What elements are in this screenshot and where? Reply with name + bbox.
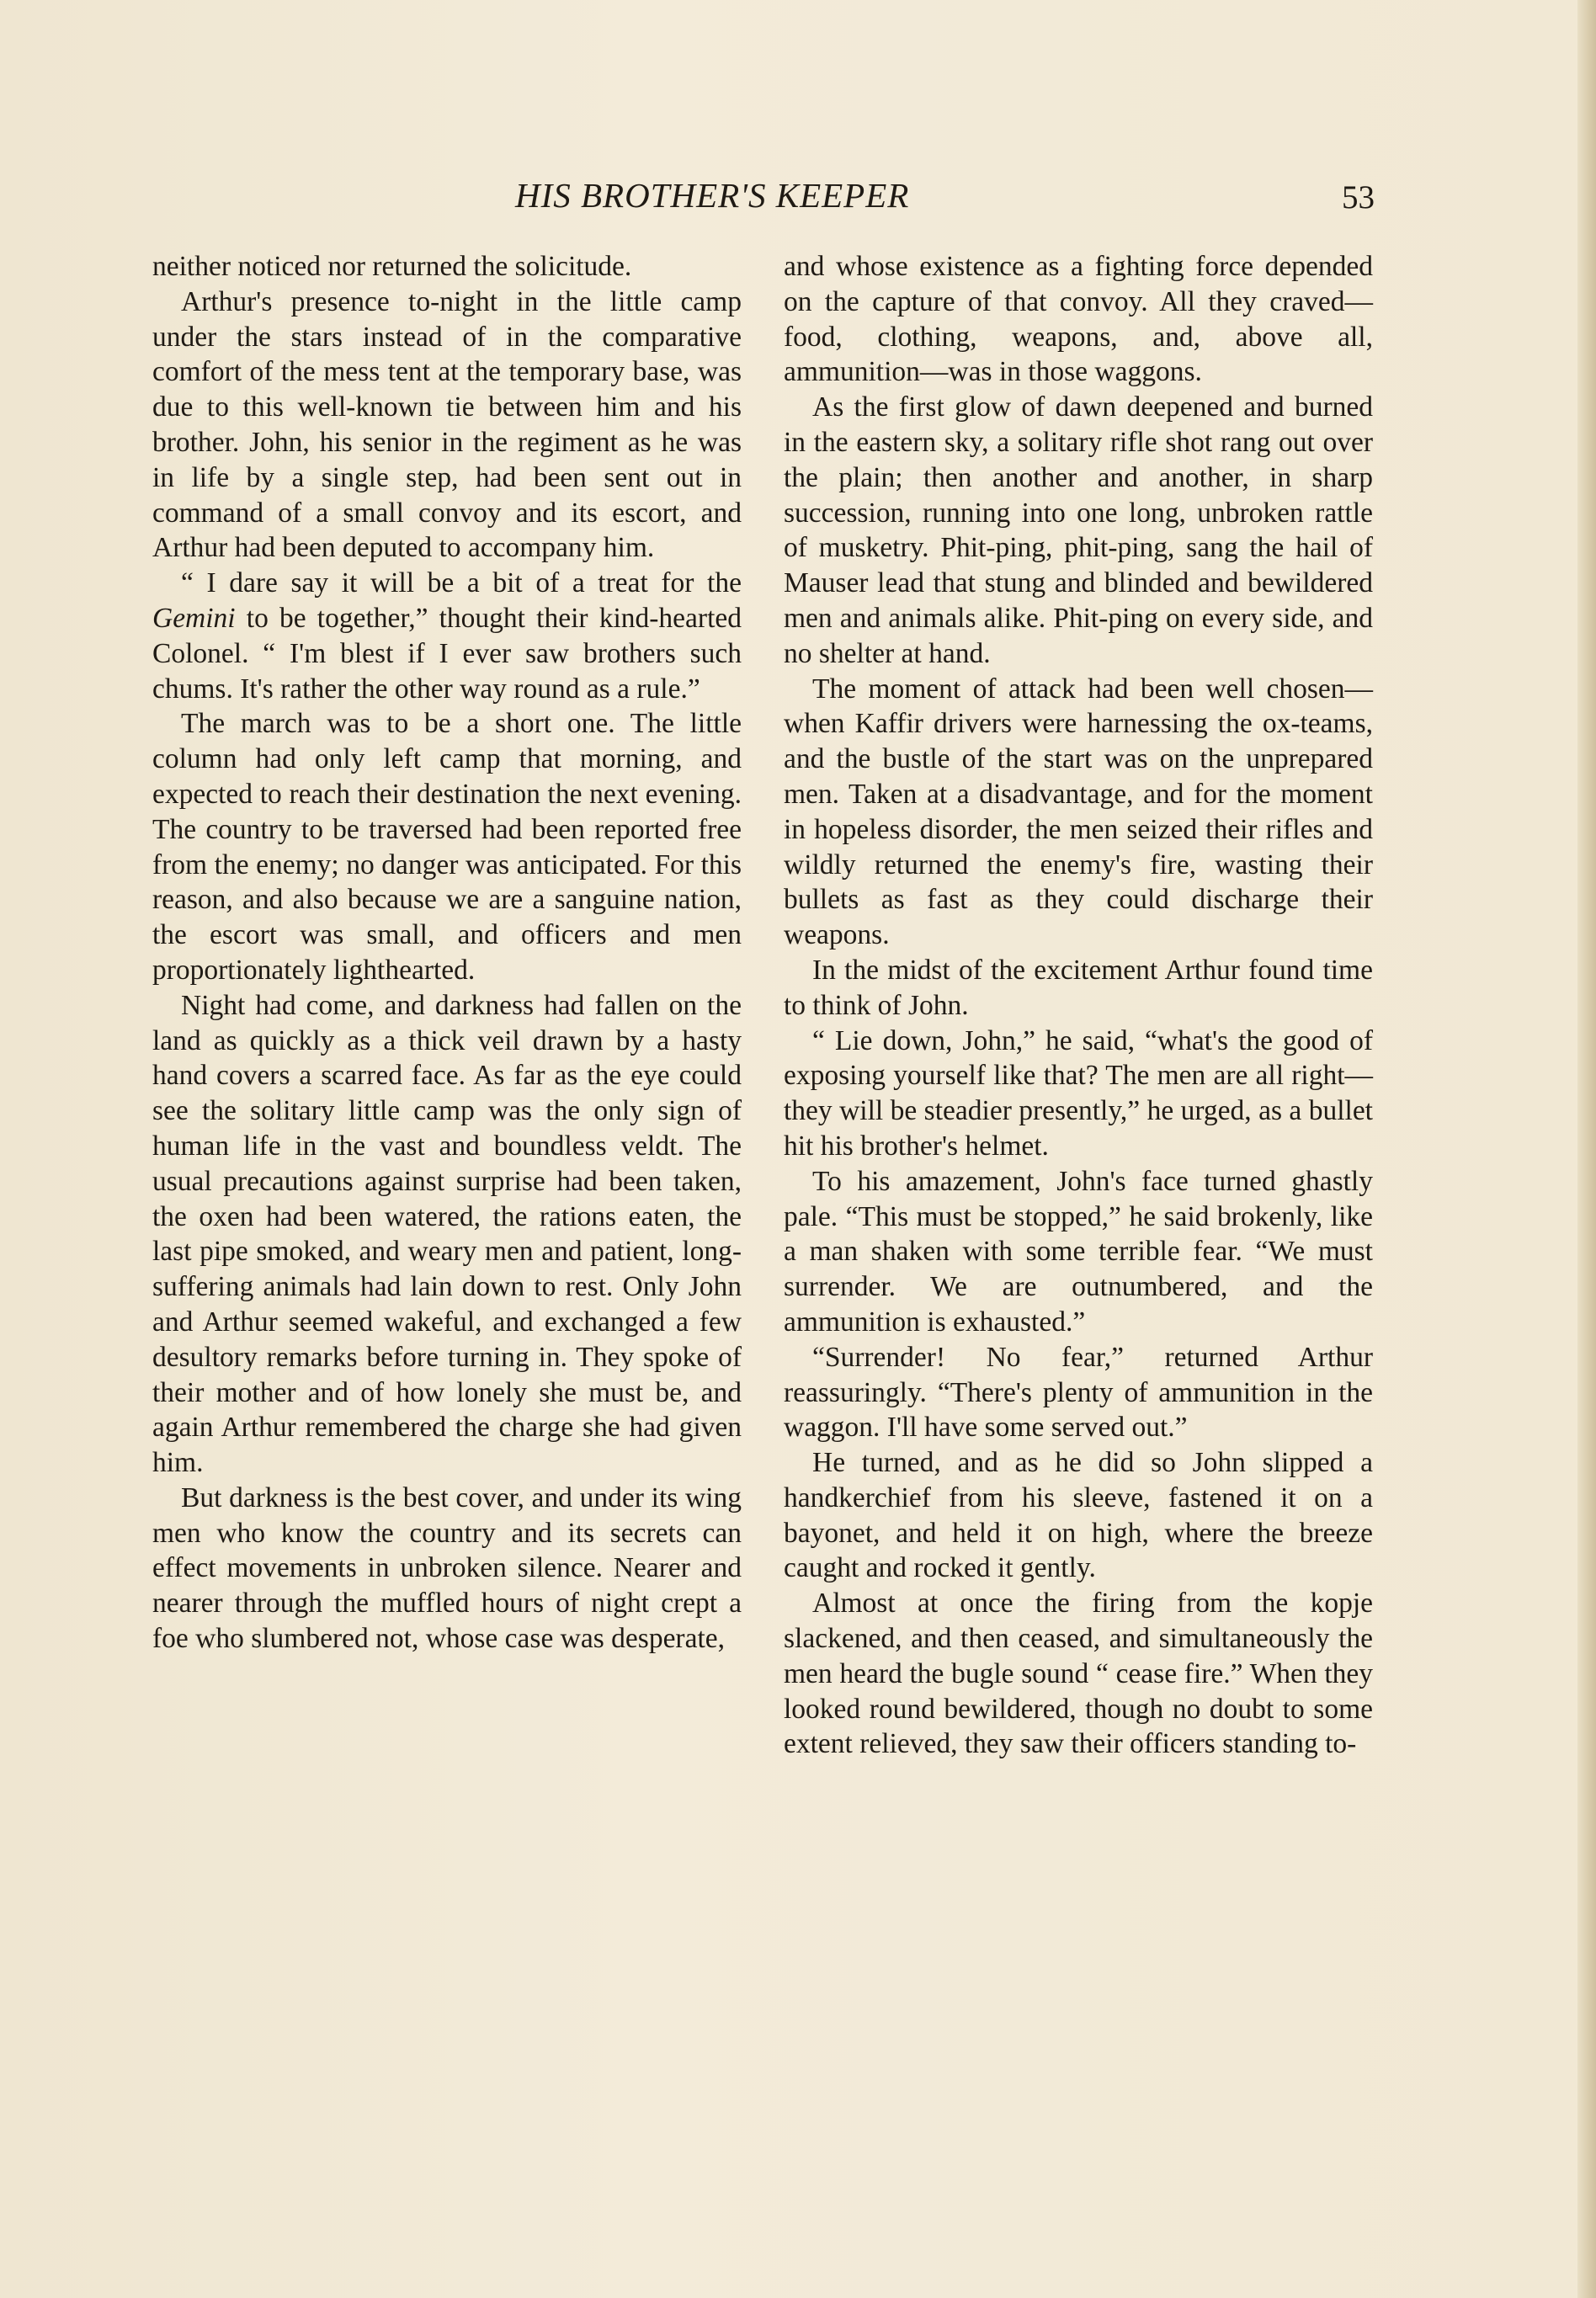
paragraph: Arthur's presence to-night in the little camp under the stars instead of in the comparative comfort of the mess tent at the temporary base, was due to this well-known tie between him and his brother. John, his senior in the regiment as he was in life by a single step, had been sent out in command of a small convoy and its escort, and Arthur had been deputed to accompany him.	[152, 285, 742, 564]
paragraph-text: “ I dare say it will be a bit of a treat for the	[181, 567, 742, 599]
paragraph: and whose existence as a fighting force depended on the capture of that convoy. All they craved—food, clothing, weapons, and, above all, ammunition—was in those waggons.	[784, 251, 1373, 388]
paragraph: “Surrender! No fear,” returned Arthur reassuringly. “There's plenty of ammunition in the waggon. I'll have some served out.”	[784, 1341, 1373, 1444]
paragraph: To his amazement, John's face turned ghastly pale. “This must be stopped,” he said brokenly, like a man shaken with some terrible fear. “We must surrender. We are outnumbered, and the ammunition is exhausted.”	[784, 1165, 1373, 1338]
paragraph: He turned, and as he did so John slipped a handkerchief from his sleeve, fastened it on a bayonet, and held it on high, where the breeze caught and rocked it gently.	[784, 1447, 1373, 1584]
paragraph: The moment of attack had been well chosen—when Kaffir drivers were harnessing the ox-teams, and the bustle of the start was on the unprepared men. Taken at a disadvantage, and for the moment in hopeless disorder, the men seized their rifles and wildly returned the enemy's fire, wasting their bullets as fast as they could discharge their weapons.	[784, 673, 1373, 951]
left-column	[152, 249, 742, 1657]
paragraph-text: to be together,” thought their kind-hearted Colonel. “ I'm blest if I ever saw brothers such chums. It's rather the other way round as a rule.”	[152, 602, 742, 705]
running-title: HIS BROTHER'S KEEPER	[515, 176, 910, 215]
page-header	[0, 175, 1596, 226]
paragraph: Night had come, and darkness had fallen on the land as quickly as a thick veil drawn by a hasty hand covers a scarred face. As far as the eye could see the solitary little camp was the only sign of human life in the vast and boundless veldt. The usual precautions against surprise had been taken, the oxen had been watered, the rations eaten, the last pipe smoked, and weary men and patient, long-suffering animals had lain down to rest. Only John and Arthur seemed wakeful, and exchanged a few desultory remarks before turning in. They spoke of their mother and of how lonely she must be, and again Arthur remembered the charge she had given him.	[152, 989, 742, 1479]
paragraph	[152, 566, 742, 706]
paragraph: Almost at once the firing from the kopje slackened, and then ceased, and simultaneously the men heard the bugle sound “ cease fire.” When they looked round bewildered, though no doubt to some extent relieved, they saw their officers standing to-	[784, 1588, 1373, 1760]
paragraph: But darkness is the best cover, and under its wing men who know the country and its secrets can effect movements in unbroken silence. Nearer and nearer through the muffled hours of night crept a foe who slumbered not, whose case was desperate,	[152, 1481, 742, 1655]
paragraph: In the midst of the excitement Arthur found time to think of John.	[784, 954, 1373, 1021]
right-column	[784, 249, 1373, 1762]
paragraph: The march was to be a short one. The little column had only left camp that morning, and expected to reach their destination the next evening. The country to be traversed had been reported free from the enemy; no danger was anticipated. For this reason, and also because we are a sanguine nation, the escort was small, and officers and men proportionately lighthearted.	[152, 708, 742, 986]
paragraph: As the first glow of dawn deepened and burned in the eastern sky, a solitary rifle shot rang out over the plain; then another and another, in sharp succession, running into one long, unbroken rattle of musketry. Phit-ping, phit-ping, sang the hail of Mauser lead that stung and blinded and bewildered men and animals alike. Phit-ping on every side, and no shelter at hand.	[784, 391, 1373, 669]
page-number: 53	[1342, 179, 1375, 215]
paragraph: neither noticed nor returned the solicitude.	[152, 251, 632, 282]
emphasized-word: Gemini	[152, 602, 236, 634]
paragraph: “ Lie down, John,” he said, “what's the good of exposing yourself like that? The men are all right—they will be steadier presently,” he urged, as a bullet hit his brother's helmet.	[784, 1024, 1373, 1162]
page-edge-shadow	[1577, 0, 1596, 2298]
